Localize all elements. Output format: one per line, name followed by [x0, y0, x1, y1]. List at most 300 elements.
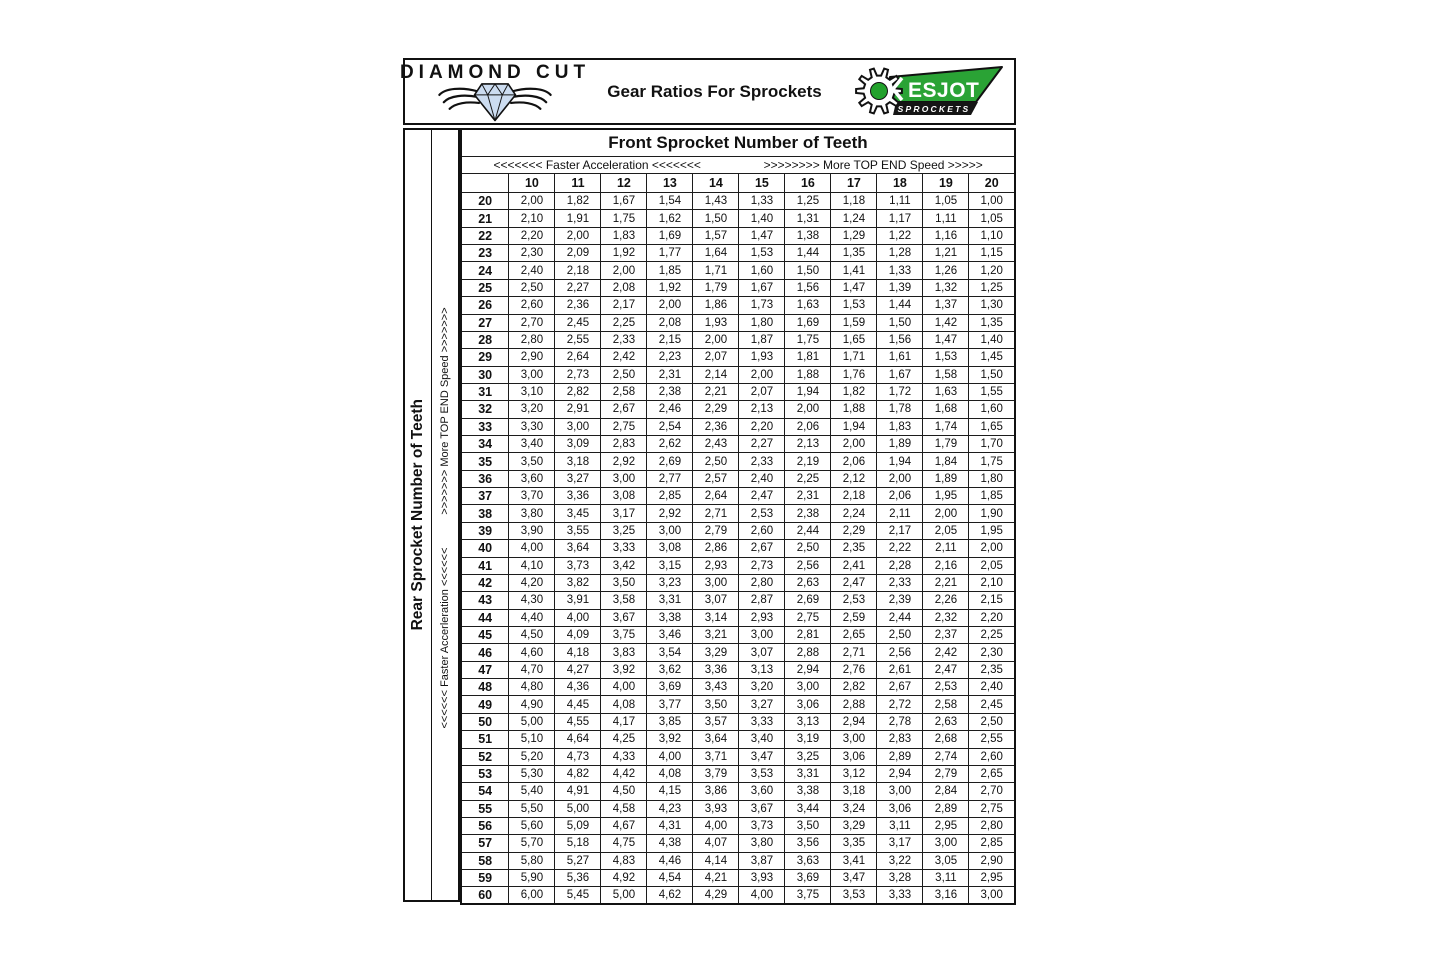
ratio-cell: 2,35: [969, 661, 1015, 678]
ratio-cell: 1,29: [831, 227, 877, 244]
ratio-cell: 2,83: [601, 436, 647, 453]
rear-teeth-label: 21: [461, 210, 509, 227]
ratio-cell: 1,21: [923, 245, 969, 262]
ratio-cell: 2,88: [831, 696, 877, 713]
ratio-row: [461, 835, 1015, 852]
ratio-cell: 3,79: [693, 765, 739, 782]
ratio-cell: 2,89: [923, 800, 969, 817]
ratio-cell: 4,91: [555, 783, 601, 800]
ratio-cell: 2,95: [923, 817, 969, 834]
ratio-cell: 1,47: [831, 279, 877, 296]
rear-teeth-label: 30: [461, 366, 509, 383]
ratio-cell: 1,70: [969, 436, 1015, 453]
rear-teeth-label: 33: [461, 418, 509, 435]
ratio-row: [461, 783, 1015, 800]
ratio-cell: 3,80: [739, 835, 785, 852]
corner-empty-cell: [461, 174, 509, 193]
ratio-cell: 1,83: [601, 227, 647, 244]
ratio-cell: 3,24: [831, 800, 877, 817]
ratio-cell: 3,40: [739, 731, 785, 748]
ratio-cell: 2,94: [831, 713, 877, 730]
rear-teeth-label: 44: [461, 609, 509, 626]
ratio-cell: 5,00: [601, 887, 647, 904]
rear-teeth-label: 51: [461, 731, 509, 748]
ratio-cell: 3,35: [831, 835, 877, 852]
rear-teeth-label: 25: [461, 279, 509, 296]
rear-teeth-label: 60: [461, 887, 509, 904]
ratio-table-area: [403, 128, 1016, 902]
ratio-cell: 3,17: [601, 505, 647, 522]
ratio-cell: 1,95: [923, 488, 969, 505]
ratio-cell: 3,38: [647, 609, 693, 626]
ratio-cell: 1,47: [739, 227, 785, 244]
ratio-cell: 2,00: [555, 227, 601, 244]
ratio-cell: 1,58: [923, 366, 969, 383]
ratio-cell: 2,13: [739, 401, 785, 418]
front-teeth-header: 13: [647, 174, 693, 193]
ratio-cell: 1,76: [831, 366, 877, 383]
ratio-cell: 1,69: [647, 227, 693, 244]
front-teeth-header: 16: [785, 174, 831, 193]
ratio-cell: 1,11: [923, 210, 969, 227]
ratio-cell: 4,00: [555, 609, 601, 626]
ratio-cell: 2,38: [647, 383, 693, 400]
esjot-logo: [844, 64, 1014, 120]
diamond-cut-logo: [399, 61, 591, 122]
ratio-cell: 1,68: [923, 401, 969, 418]
ratio-cell: 3,42: [601, 557, 647, 574]
ratio-cell: 1,25: [785, 193, 831, 210]
ratio-cell: 2,95: [969, 870, 1015, 887]
ratio-cell: 2,76: [831, 661, 877, 678]
ratio-cell: 2,60: [509, 297, 555, 314]
ratio-cell: 1,53: [831, 297, 877, 314]
ratio-cell: 1,53: [739, 245, 785, 262]
ratio-cell: 2,08: [647, 314, 693, 331]
ratio-cell: 2,07: [693, 349, 739, 366]
ratio-row: [461, 314, 1015, 331]
ratio-cell: 2,67: [739, 540, 785, 557]
ratio-cell: 2,64: [693, 488, 739, 505]
ratio-cell: 1,91: [555, 210, 601, 227]
ratio-cell: 1,71: [831, 349, 877, 366]
ratio-cell: 3,44: [785, 800, 831, 817]
ratio-cell: 4,50: [601, 783, 647, 800]
ratio-cell: 4,75: [601, 835, 647, 852]
ratio-cell: 4,31: [647, 817, 693, 834]
ratio-cell: 1,43: [693, 193, 739, 210]
ratio-cell: 2,20: [969, 609, 1015, 626]
ratio-cell: 3,00: [831, 731, 877, 748]
ratio-cell: 5,27: [555, 852, 601, 869]
ratio-cell: 1,86: [693, 297, 739, 314]
ratio-cell: 3,33: [739, 713, 785, 730]
ratio-cell: 5,20: [509, 748, 555, 765]
ratio-cell: 3,00: [601, 470, 647, 487]
rear-notes-column: [432, 128, 460, 902]
ratio-cell: 4,92: [601, 870, 647, 887]
ratio-cell: 1,75: [601, 210, 647, 227]
ratio-cell: 1,35: [831, 245, 877, 262]
rear-teeth-label: 52: [461, 748, 509, 765]
ratio-cell: 2,61: [877, 661, 923, 678]
ratio-cell: 3,13: [739, 661, 785, 678]
ratio-cell: 2,53: [923, 679, 969, 696]
ratio-cell: 2,33: [601, 331, 647, 348]
ratio-cell: 2,40: [509, 262, 555, 279]
ratio-cell: 3,08: [647, 540, 693, 557]
ratio-cell: 3,92: [601, 661, 647, 678]
ratio-row: [461, 383, 1015, 400]
ratio-cell: 3,00: [647, 522, 693, 539]
ratio-cell: 3,57: [693, 713, 739, 730]
ratio-cell: 3,62: [647, 661, 693, 678]
ratio-cell: 1,40: [969, 331, 1015, 348]
ratio-cell: 4,58: [601, 800, 647, 817]
ratio-cell: 2,90: [969, 852, 1015, 869]
ratio-cell: 1,77: [647, 245, 693, 262]
ratio-cell: 3,60: [739, 783, 785, 800]
ratio-cell: 2,64: [555, 349, 601, 366]
ratio-cell: 2,50: [877, 626, 923, 643]
ratio-row: [461, 870, 1015, 887]
ratio-row: [461, 852, 1015, 869]
rear-teeth-label: 58: [461, 852, 509, 869]
ratio-cell: 1,10: [969, 227, 1015, 244]
ratio-cell: 2,26: [923, 592, 969, 609]
ratio-cell: 2,22: [877, 540, 923, 557]
front-note-top-end-speed: >>>>>>>> More TOP END Speed >>>>>: [763, 158, 983, 172]
rear-teeth-label: 20: [461, 193, 509, 210]
ratio-cell: 1,50: [969, 366, 1015, 383]
ratio-cell: 1,41: [831, 262, 877, 279]
ratio-row: [461, 418, 1015, 435]
ratio-cell: 1,92: [647, 279, 693, 296]
ratio-row: [461, 696, 1015, 713]
ratio-cell: 2,47: [739, 488, 785, 505]
ratio-cell: 3,07: [693, 592, 739, 609]
ratio-cell: 1,63: [785, 297, 831, 314]
ratio-cell: 1,75: [785, 331, 831, 348]
rear-note-faster-acceleration: <<<<<< Faster Accerleration <<<<<<: [438, 547, 451, 729]
ratio-cell: 1,24: [831, 210, 877, 227]
rear-teeth-label: 53: [461, 765, 509, 782]
ratio-cell: 2,33: [877, 574, 923, 591]
ratio-cell: 1,45: [969, 349, 1015, 366]
ratio-cell: 3,00: [785, 679, 831, 696]
gear-ratio-table: [460, 128, 1016, 905]
ratio-cell: 3,23: [647, 574, 693, 591]
ratio-cell: 1,62: [647, 210, 693, 227]
ratio-cell: 2,50: [785, 540, 831, 557]
ratio-cell: 2,42: [601, 349, 647, 366]
ratio-cell: 3,75: [785, 887, 831, 904]
ratio-cell: 3,17: [877, 835, 923, 852]
ratio-cell: 3,31: [647, 592, 693, 609]
page-title: Gear Ratios For Sprockets: [607, 81, 822, 101]
ratio-cell: 1,71: [693, 262, 739, 279]
ratio-cell: 2,29: [831, 522, 877, 539]
ratio-cell: 2,74: [923, 748, 969, 765]
ratio-row: [461, 470, 1015, 487]
ratio-cell: 3,10: [509, 383, 555, 400]
ratio-cell: 2,91: [555, 401, 601, 418]
ratio-cell: 2,54: [647, 418, 693, 435]
ratio-cell: 2,00: [601, 262, 647, 279]
ratio-cell: 2,86: [693, 540, 739, 557]
ratio-cell: 2,55: [969, 731, 1015, 748]
ratio-cell: 1,72: [877, 383, 923, 400]
rear-teeth-label: 48: [461, 679, 509, 696]
ratio-cell: 2,33: [739, 453, 785, 470]
ratio-row: [461, 210, 1015, 227]
ratio-cell: 1,89: [877, 436, 923, 453]
ratio-cell: 1,33: [739, 193, 785, 210]
ratio-cell: 4,09: [555, 626, 601, 643]
ratio-cell: 4,83: [601, 852, 647, 869]
ratio-cell: 2,78: [877, 713, 923, 730]
ratio-cell: 2,50: [601, 366, 647, 383]
rear-teeth-label: 43: [461, 592, 509, 609]
rear-teeth-label: 23: [461, 245, 509, 262]
ratio-cell: 2,39: [877, 592, 923, 609]
ratio-cell: 4,29: [693, 887, 739, 904]
ratio-cell: 1,00: [969, 193, 1015, 210]
ratio-cell: 1,59: [831, 314, 877, 331]
ratio-cell: 2,38: [785, 505, 831, 522]
ratio-cell: 3,09: [555, 436, 601, 453]
gear-ratio-sheet: [399, 58, 1016, 903]
ratio-cell: 3,69: [647, 679, 693, 696]
ratio-cell: 2,83: [877, 731, 923, 748]
ratio-cell: 2,82: [831, 679, 877, 696]
ratio-cell: 3,50: [693, 696, 739, 713]
ratio-cell: 3,50: [785, 817, 831, 834]
ratio-cell: 3,93: [739, 870, 785, 887]
esjot-tagline: SPROCKETS: [897, 103, 971, 114]
front-teeth-header: 20: [969, 174, 1015, 193]
ratio-cell: 1,56: [785, 279, 831, 296]
ratio-cell: 2,75: [969, 800, 1015, 817]
rear-teeth-label: 45: [461, 626, 509, 643]
ratio-cell: 2,09: [555, 245, 601, 262]
ratio-cell: 3,31: [785, 765, 831, 782]
esjot-name: ESJOT: [908, 78, 980, 102]
ratio-cell: 3,92: [647, 731, 693, 748]
ratio-cell: 4,64: [555, 731, 601, 748]
ratio-cell: 3,36: [555, 488, 601, 505]
ratio-cell: 3,25: [601, 522, 647, 539]
ratio-cell: 3,28: [877, 870, 923, 887]
ratio-cell: 2,63: [785, 574, 831, 591]
ratio-cell: 2,20: [739, 418, 785, 435]
brand-name: DIAMOND CUT: [399, 62, 591, 83]
ratio-cell: 2,27: [555, 279, 601, 296]
rear-teeth-label: 54: [461, 783, 509, 800]
ratio-cell: 1,18: [831, 193, 877, 210]
ratio-row: [461, 661, 1015, 678]
ratio-cell: 1,56: [877, 331, 923, 348]
ratio-cell: 2,31: [785, 488, 831, 505]
ratio-cell: 2,32: [923, 609, 969, 626]
ratio-row: [461, 817, 1015, 834]
ratio-cell: 3,83: [601, 644, 647, 661]
ratio-cell: 3,67: [739, 800, 785, 817]
ratio-cell: 1,32: [923, 279, 969, 296]
ratio-cell: 3,73: [739, 817, 785, 834]
ratio-cell: 1,73: [739, 297, 785, 314]
ratio-cell: 2,73: [739, 557, 785, 574]
ratio-cell: 2,56: [877, 644, 923, 661]
ratio-cell: 1,54: [647, 193, 693, 210]
ratio-cell: 2,79: [923, 765, 969, 782]
rear-teeth-label: 49: [461, 696, 509, 713]
ratio-cell: 5,50: [509, 800, 555, 817]
ratio-cell: 3,70: [509, 488, 555, 505]
rear-teeth-label: 46: [461, 644, 509, 661]
ratio-cell: 2,81: [785, 626, 831, 643]
rear-teeth-label: 42: [461, 574, 509, 591]
ratio-cell: 3,60: [509, 470, 555, 487]
rear-teeth-label: 56: [461, 817, 509, 834]
ratio-cell: 2,24: [831, 505, 877, 522]
ratio-cell: 2,10: [509, 210, 555, 227]
ratio-cell: 3,08: [601, 488, 647, 505]
ratio-cell: 6,00: [509, 887, 555, 904]
ratio-cell: 1,42: [923, 314, 969, 331]
rear-teeth-label: 34: [461, 436, 509, 453]
ratio-cell: 3,30: [509, 418, 555, 435]
ratio-cell: 2,23: [647, 349, 693, 366]
ratio-cell: 2,68: [923, 731, 969, 748]
rear-teeth-label: 22: [461, 227, 509, 244]
ratio-cell: 3,27: [555, 470, 601, 487]
rear-teeth-label: 24: [461, 262, 509, 279]
ratio-cell: 3,86: [693, 783, 739, 800]
rear-teeth-label: 31: [461, 383, 509, 400]
ratio-cell: 3,11: [923, 870, 969, 887]
ratio-cell: 3,27: [739, 696, 785, 713]
ratio-cell: 2,60: [739, 522, 785, 539]
ratio-cell: 1,44: [785, 245, 831, 262]
ratio-cell: 2,65: [969, 765, 1015, 782]
ratio-cell: 5,80: [509, 852, 555, 869]
ratio-cell: 1,89: [923, 470, 969, 487]
ratio-cell: 1,50: [693, 210, 739, 227]
ratio-cell: 3,05: [923, 852, 969, 869]
winged-diamond-icon: [420, 81, 570, 122]
ratio-row: [461, 522, 1015, 539]
ratio-cell: 2,79: [693, 522, 739, 539]
ratio-cell: 2,62: [647, 436, 693, 453]
ratio-cell: 1,11: [877, 193, 923, 210]
rear-teeth-label: 57: [461, 835, 509, 852]
ratio-cell: 3,00: [693, 574, 739, 591]
ratio-cell: 4,18: [555, 644, 601, 661]
ratio-cell: 1,87: [739, 331, 785, 348]
ratio-cell: 1,50: [877, 314, 923, 331]
ratio-cell: 1,37: [923, 297, 969, 314]
ratio-cell: 1,82: [831, 383, 877, 400]
ratio-cell: 2,18: [831, 488, 877, 505]
ratio-row: [461, 401, 1015, 418]
ratio-cell: 1,55: [969, 383, 1015, 400]
ratio-cell: 3,80: [509, 505, 555, 522]
ratio-cell: 2,00: [923, 505, 969, 522]
ratio-cell: 4,60: [509, 644, 555, 661]
ratio-cell: 4,15: [647, 783, 693, 800]
ratio-cell: 2,35: [831, 540, 877, 557]
ratio-cell: 3,12: [831, 765, 877, 782]
ratio-cell: 2,72: [877, 696, 923, 713]
ratio-cell: 3,90: [509, 522, 555, 539]
ratio-cell: 1,47: [923, 331, 969, 348]
ratio-cell: 3,71: [693, 748, 739, 765]
ratio-cell: 2,73: [555, 366, 601, 383]
ratio-cell: 3,13: [785, 713, 831, 730]
ratio-cell: 4,25: [601, 731, 647, 748]
ratio-cell: 1,50: [785, 262, 831, 279]
ratio-cell: 4,62: [647, 887, 693, 904]
ratio-cell: 2,00: [831, 436, 877, 453]
rear-teeth-label: 36: [461, 470, 509, 487]
ratio-row: [461, 331, 1015, 348]
ratio-cell: 2,58: [923, 696, 969, 713]
ratio-cell: 4,45: [555, 696, 601, 713]
ratio-row: [461, 488, 1015, 505]
ratio-cell: 4,00: [509, 540, 555, 557]
ratio-cell: 2,70: [509, 314, 555, 331]
ratio-cell: 3,64: [693, 731, 739, 748]
ratio-cell: 1,80: [739, 314, 785, 331]
ratio-cell: 1,40: [739, 210, 785, 227]
ratio-cell: 3,43: [693, 679, 739, 696]
rear-teeth-label: 47: [461, 661, 509, 678]
ratio-cell: 3,69: [785, 870, 831, 887]
front-teeth-header: 15: [739, 174, 785, 193]
ratio-cell: 2,50: [509, 279, 555, 296]
ratio-row: [461, 574, 1015, 591]
ratio-cell: 1,31: [785, 210, 831, 227]
ratio-cell: 5,10: [509, 731, 555, 748]
ratio-row: [461, 366, 1015, 383]
ratio-cell: 2,15: [647, 331, 693, 348]
ratio-cell: 2,18: [555, 262, 601, 279]
ratio-cell: 1,95: [969, 522, 1015, 539]
ratio-cell: 3,63: [785, 852, 831, 869]
ratio-cell: 5,90: [509, 870, 555, 887]
ratio-cell: 2,69: [647, 453, 693, 470]
ratio-cell: 2,89: [877, 748, 923, 765]
ratio-cell: 1,05: [923, 193, 969, 210]
ratio-cell: 2,06: [831, 453, 877, 470]
ratio-cell: 2,58: [601, 383, 647, 400]
ratio-cell: 5,00: [509, 713, 555, 730]
ratio-cell: 1,39: [877, 279, 923, 296]
ratio-cell: 1,79: [693, 279, 739, 296]
ratio-cell: 4,07: [693, 835, 739, 852]
ratio-row: [461, 679, 1015, 696]
ratio-cell: 3,22: [877, 852, 923, 869]
front-teeth-header: 18: [877, 174, 923, 193]
ratio-cell: 1,53: [923, 349, 969, 366]
ratio-cell: 1,38: [785, 227, 831, 244]
ratio-cell: 2,00: [969, 540, 1015, 557]
ratio-cell: 1,67: [601, 193, 647, 210]
ratio-cell: 3,93: [693, 800, 739, 817]
ratio-cell: 2,30: [969, 644, 1015, 661]
ratio-cell: 2,70: [969, 783, 1015, 800]
